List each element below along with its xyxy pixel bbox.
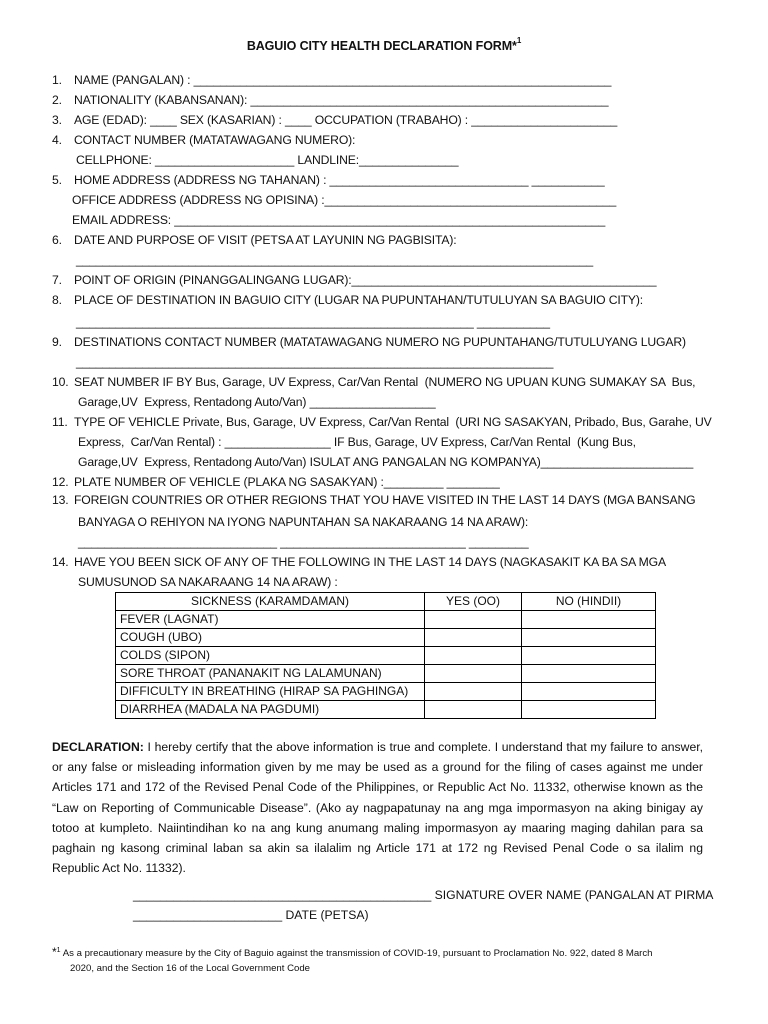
field-destination-label: 8. PLACE OF DESTINATION IN BAGUIO CITY (LUGAR NA PUPUNTAHAN/TUTULUYAN SA BAGUIO CITY): — [52, 293, 644, 307]
sickness-cell: DIFFICULTY IN BREATHING (HIRAP SA PAGHINGA) — [116, 683, 425, 701]
table-row — [116, 611, 656, 629]
no-cell[interactable] — [522, 701, 656, 719]
field-foreign-countries-label-cont: BANYAGA O REHIYON NA IYONG NAPUNTAHAN SA NAKARAANG 14 NA ARAW): — [78, 515, 529, 529]
field-destination-blank[interactable]: ____________________________________________________________ ___________ — [76, 315, 550, 329]
field-office-address[interactable]: OFFICE ADDRESS (ADDRESS NG OPISINA) :____________________________________________ — [72, 193, 617, 207]
field-sickness-question: 14. HAVE YOU BEEN SICK OF ANY OF THE FOLLOWING IN THE LAST 14 DAYS (NAGKASAKIT KA BA SA MGA — [52, 555, 666, 569]
date-line[interactable]: ______________________ DATE (PETSA) — [133, 908, 369, 922]
yes-cell[interactable] — [425, 665, 522, 683]
declaration-label: DECLARATION: — [52, 740, 144, 754]
footnote: *$^1$ As a precautionary measure by the City of Baguio against the transmission of COVID-19, pursuant to Proclamation No. 922, dated 8 March 2020, and the Section 16 of the Local Government Code — [52, 943, 732, 976]
yes-cell[interactable] — [425, 611, 522, 629]
field-contact-number-label: 4. CONTACT NUMBER (MATATAWAGANG NUMERO): — [52, 133, 356, 147]
column-header-yes: YES (OO) — [425, 593, 522, 611]
field-visit-purpose-blank[interactable]: ______________________________________________________________________________ — [76, 253, 593, 267]
field-foreign-countries-label: 13. FOREIGN COUNTRIES OR OTHER REGIONS THAT YOU HAVE VISITED IN THE LAST 14 DAYS (MGA BANSANG — [52, 493, 696, 507]
field-visit-purpose-label: 6. DATE AND PURPOSE OF VISIT (PETSA AT LAYUNIN NG PAGBISITA): — [52, 233, 457, 247]
no-cell[interactable] — [522, 611, 656, 629]
field-foreign-countries-blank[interactable]: ______________________________ ____________________________ _________ — [78, 535, 529, 549]
sickness-cell: COUGH (UBO) — [116, 629, 425, 647]
field-vehicle-type-cont[interactable]: Express, Car/Van Rental) : ________________ IF Bus, Garage, UV Express, Car/Van Rental (Kung Bus, — [78, 435, 636, 449]
no-cell[interactable] — [522, 665, 656, 683]
field-age-sex-occupation[interactable]: 3. AGE (EDAD): ____ SEX (KASARIAN) : ____ OCCUPATION (TRABAHO) : ______________________ — [52, 113, 618, 127]
signature-line[interactable]: ____________________________________________ SIGNATURE OVER NAME (PANGALAN AT PIRMA — [133, 888, 714, 902]
sickness-cell: FEVER (LAGNAT) — [116, 611, 425, 629]
field-point-of-origin[interactable]: 7. POINT OF ORIGIN (PINANGGALINGANG LUGAR):______________________________________________ — [52, 273, 657, 287]
field-home-address[interactable]: 5. HOME ADDRESS (ADDRESS NG TAHANAN) : ______________________________ ___________ — [52, 173, 605, 187]
declaration-text: I hereby certify that the above information is true and complete. I understand that my failure to answer, or any false or misleading information given by me may be used as a ground for the filing of cases against me under Articles 171 and 172 of the Revised Penal Code of the Philippines, or Republic Act No. 11332, otherwise known as the “Law on Reporting of Communicable Disease”. (Ako ay nagpapatunay na ang mga impormasyon na aking binigay ay totoo at kumpleto. Naiintindihan ko na ang kung anumang maling impormasyon ay maaring maging dahilan para sa paghain ng kasong criminal laban sa akin sa ilalalim ng Article 171 at 172 ng Revised Penal Code o sa ilalim ng Republic Act No. 11332). — [52, 740, 703, 876]
sickness-table — [115, 592, 656, 719]
field-cellphone-landline[interactable]: CELLPHONE: _____________________ LANDLINE:_______________ — [76, 153, 459, 167]
field-vehicle-type[interactable]: 11. TYPE OF VEHICLE Private, Bus, Garage, UV Express, Car/Van Rental (URI NG SASAKYAN, Pribado, Bus, Garahe, UV — [52, 415, 712, 429]
field-seat-number[interactable]: 10. SEAT NUMBER IF BY Bus, Garage, UV Express, Car/Van Rental (NUMERO NG UPUAN KUNG SUMAKAY SA Bus, — [52, 375, 696, 389]
no-cell[interactable] — [522, 647, 656, 665]
field-seat-number-cont[interactable]: Garage,UV Express, Rentadong Auto/Van) ___________________ — [78, 395, 436, 409]
field-email-address[interactable]: EMAIL ADDRESS: _________________________________________________________________ — [72, 213, 606, 227]
table-row — [116, 629, 656, 647]
footnote-line-1: As a precautionary measure by the City of Baguio against the transmission of COVID-19, pursuant to Proclamation No. 922, dated 8 March — [62, 948, 653, 960]
field-sickness-question-cont: SUMUSUNOD SA NAKARAANG 14 NA ARAW) : — [78, 575, 338, 589]
no-cell[interactable] — [522, 683, 656, 701]
yes-cell[interactable] — [425, 647, 522, 665]
table-row — [116, 647, 656, 665]
yes-cell[interactable] — [425, 683, 522, 701]
field-plate-number[interactable]: 12. PLATE NUMBER OF VEHICLE (PLAKA NG SASAKYAN) :_________ ________ — [52, 475, 500, 489]
field-nationality[interactable]: 2. NATIONALITY (KABANSANAN): ______________________________________________________ — [52, 93, 609, 107]
field-destination-contact-blank[interactable]: ________________________________________________________________________ — [76, 355, 554, 369]
sickness-cell: COLDS (SIPON) — [116, 647, 425, 665]
sickness-cell: DIARRHEA (MADALA NA PAGDUMI) — [116, 701, 425, 719]
column-header-no: NO (HINDII) — [522, 593, 656, 611]
sickness-cell: SORE THROAT (PANANAKIT NG LALAMUNAN) — [116, 665, 425, 683]
yes-cell[interactable] — [425, 701, 522, 719]
no-cell[interactable] — [522, 629, 656, 647]
table-row — [116, 683, 656, 701]
declaration-paragraph — [52, 737, 703, 878]
field-destination-contact-label: 9. DESTINATIONS CONTACT NUMBER (MATATAWAGANG NUMERO NG PUPUNTAHANG/TUTULUYANG LUGAR) — [52, 335, 686, 349]
table-row — [116, 701, 656, 719]
column-header-sickness: SICKNESS (KARAMDAMAN) — [116, 593, 425, 611]
form-title: BAGUIO CITY HEALTH DECLARATION FORM*$^1$ — [246, 36, 522, 54]
table-header-row — [116, 593, 656, 611]
yes-cell[interactable] — [425, 629, 522, 647]
table-row — [116, 665, 656, 683]
field-company-name[interactable]: Garage,UV Express, Rentadong Auto/Van) ISULAT ANG PANGALAN NG KOMPANYA)_______________________ — [78, 455, 694, 469]
footnote-line-2: 2020, and the Section 16 of the Local Government Code — [70, 963, 311, 975]
field-name[interactable]: 1. NAME (PANGALAN) : _______________________________________________________________ — [52, 73, 612, 87]
